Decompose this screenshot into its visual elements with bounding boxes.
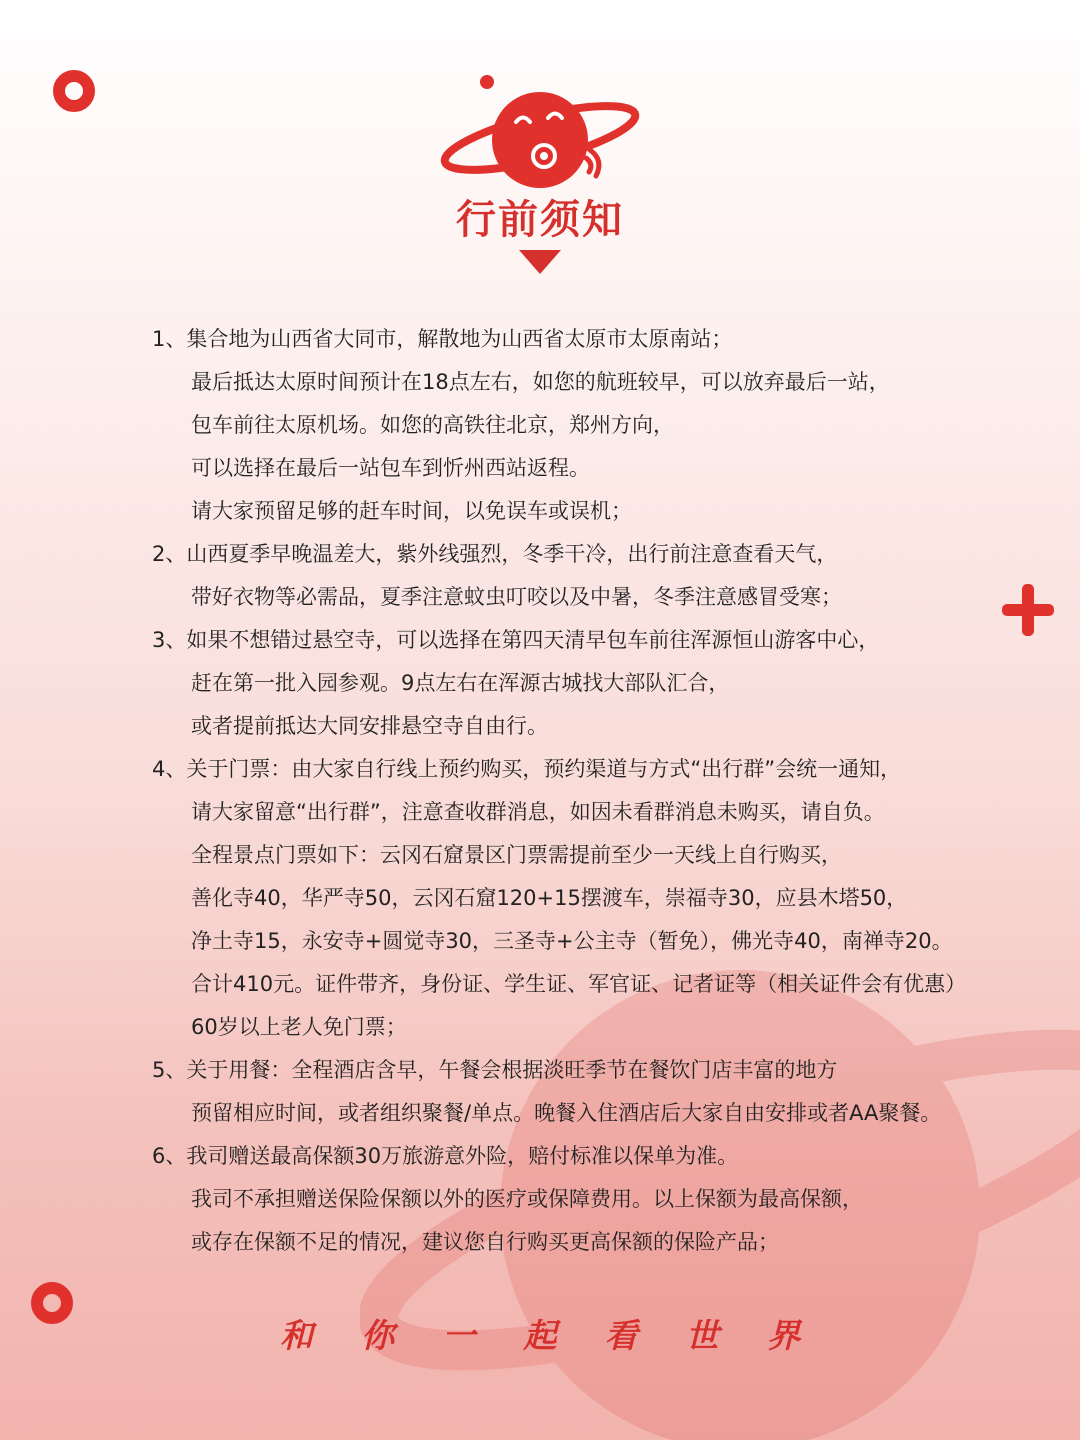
slogan-char: 看 (604, 1316, 638, 1355)
notice-line: 请大家留意“出行群”，注意查收群消息，如因未看群消息未购买，请自负。 (191, 800, 885, 824)
notice-line: 或者提前抵达大同安排悬空寺自由行。 (191, 714, 548, 738)
slogan-char: 你 (361, 1316, 395, 1355)
slogan-char: 世 (685, 1316, 719, 1355)
page-title: 行前须知 (456, 197, 624, 243)
slogan-char: 一 (442, 1316, 476, 1355)
ring-icon (30, 1281, 74, 1325)
notice-line: 包车前往太原机场。如您的高铁往北京，郑州方向， (191, 413, 674, 437)
notice-line: 可以选择在最后一站包车到忻州西站返程。 (191, 456, 590, 480)
notice-line: 赶在第一批入园参观。9点左右在浑源古城找大部队汇合， (191, 671, 730, 695)
notice-line: 5、关于用餐：全程酒店含早，午餐会根据淡旺季节在餐饮门店丰富的地方 (152, 1058, 838, 1082)
notice-line: 净土寺15，永安寺+圆觉寺30，三圣寺+公主寺（暂免），佛光寺40，南禅寺20。 (191, 929, 953, 953)
notice-line: 请大家预留足够的赶车时间，以免误车或误机； (191, 499, 632, 523)
notice-line: 合计410元。证件带齐，身份证、学生证、军官证、记者证等（相关证件会有优惠） (191, 972, 967, 996)
notice-list (152, 318, 1032, 1264)
notice-line: 3、如果不想错过悬空寺，可以选择在第四天清早包车前往浑源恒山游客中心， (152, 628, 880, 652)
slogan-char: 界 (766, 1316, 800, 1355)
notice-line: 60岁以上老人免门票； (191, 1015, 407, 1039)
notice-line: 1、集合地为山西省大同市，解散地为山西省太原市太原南站； (152, 327, 733, 351)
notice-line: 或存在保额不足的情况，建议您自行购买更高保额的保险产品； (191, 1230, 779, 1254)
planet-mascot-logo (440, 72, 640, 202)
notice-line: 我司不承担赠送保险保额以外的医疗或保障费用。以上保额为最高保额， (191, 1187, 863, 1211)
ring-icon (52, 69, 96, 113)
notice-line: 6、我司赠送最高保额30万旅游意外险，赔付标准以保单为准。 (152, 1144, 739, 1168)
notice-line: 4、关于门票：由大家自行线上预约购买，预约渠道与方式“出行群”会统一通知， (152, 757, 902, 781)
notice-line: 全程景点门票如下：云冈石窟景区门票需提前至少一天线上自行购买， (191, 843, 842, 867)
slogan-char: 和 (280, 1316, 313, 1355)
notice-line: 2、山西夏季早晚温差大，紫外线强烈，冬季干冷，出行前注意查看天气， (152, 542, 838, 566)
down-triangle-icon (519, 250, 561, 274)
notice-line: 带好衣物等必需品，夏季注意蚊虫叮咬以及中暑，冬季注意感冒受寒； (191, 585, 842, 609)
footer-slogan (280, 1310, 800, 1357)
slogan-char: 起 (523, 1316, 557, 1355)
notice-line: 最后抵达太原时间预计在18点左右，如您的航班较早，可以放弃最后一站， (191, 370, 890, 394)
notice-line: 善化寺40，华严寺50，云冈石窟120+15摆渡车，崇福寺30，应县木塔50， (191, 886, 908, 910)
notice-line: 预留相应时间，或者组织聚餐/单点。晚餐入住酒店后大家自由安排或者AA聚餐。 (191, 1101, 942, 1125)
